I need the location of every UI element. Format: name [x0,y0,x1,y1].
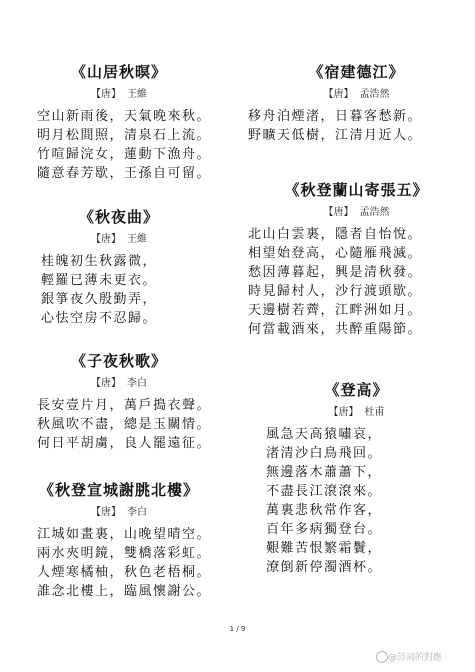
poem-qiuyequ [0,207,238,328]
poem-dynasty: 【唐】 [91,507,121,518]
poem-line: 渚清沙白鳥飛回。 [266,446,383,461]
poem-author-name: 李白 [127,507,147,518]
poem-line: 何當載酒來，共醉重陽節。 [248,322,423,337]
poem-title: 《宿建德江》 [308,63,405,81]
poem-line: 移舟泊煙渚，日暮客愁新。 [248,109,423,124]
poem-line: 潦倒新停濁酒杯。 [266,560,383,575]
poem-line: 野曠天低樹，江清月近人。 [248,128,423,143]
poem-dynasty: 【唐】 [91,234,121,245]
poem-line: 竹喧歸浣女，蓮動下漁舟。 [37,147,212,162]
poem-line: 無邊落木蕭蕭下， [266,465,383,480]
poem-author [238,206,475,220]
poem-line: 隨意春芳歇，王孫自可留。 [37,166,212,181]
poem-line: 長安壹片月，萬戶搗衣聲。 [37,398,212,413]
poem-author [0,88,238,102]
poem-line: 心怯空房不忍歸。 [41,311,158,326]
poem-line: 不盡長江滾滾來。 [266,484,383,499]
poem-author-name: 孟浩然 [359,89,390,100]
poem-title: 《秋登宣城謝朓北樓》 [38,481,199,499]
poem-line: 艱難苦恨繁霜鬢， [266,541,383,556]
poem-line: 愁因薄暮起，興是清秋發。 [248,265,423,280]
poem-qiudeng-lanshan [238,180,475,339]
poem-line: 萬裏悲秋常作客， [266,503,383,518]
poem-denggao [238,380,475,577]
poem-line: 銀箏夜久殷勤弄， [41,292,158,307]
poem-author [0,377,238,391]
poem-author-name: 杜甫 [364,407,385,418]
poem-line: 兩水夾明鏡，雙橋落彩虹。 [37,546,212,561]
poem-line: 時見歸村人，沙行渡頭歇。 [248,284,423,299]
poem-line: 誰念北樓上，臨風懷謝公。 [37,584,212,599]
poem-title: 《子夜秋歌》 [70,352,167,370]
poem-author [0,233,238,247]
poem-line: 明月松間照，清泉石上流。 [37,128,212,143]
poem-dynasty: 【唐】 [91,378,121,389]
poem-dynasty: 【唐】 [328,407,359,418]
poem-author [0,506,238,520]
poem-title: 《秋夜曲》 [78,208,159,226]
poem-line: 相望始登高，心隨雁飛滅。 [248,246,423,261]
poem-line: 百年多病獨登台。 [266,522,383,537]
poem-dynasty: 【唐】 [323,89,354,100]
poem-author [238,88,475,102]
page-number: 1 / 9 [229,625,246,633]
poem-qiudeng-xuancheng [0,480,238,601]
poem-line: 何日平胡虜，良人罷遠征。 [37,436,212,451]
poem-author-name: 王維 [127,89,147,100]
poem-line: 輕羅已薄未更衣。 [41,273,158,288]
watermark: @詩詞的對應 [388,653,443,663]
poem-dynasty: 【唐】 [91,89,121,100]
poem-line: 桂魄初生秋露微， [41,254,158,269]
poem-author [238,406,475,420]
poem-line: 風急天高猿嘯哀， [266,427,383,442]
poem-line: 江城如畫裏，山晚望晴空。 [37,527,212,542]
poem-ziye-qiuge [0,351,238,453]
poem-su-jiandejiang [238,62,475,145]
poem-author-name: 孟浩然 [359,207,390,218]
poem-line: 天邊樹若薺，江畔洲如月。 [248,303,423,318]
poem-line: 北山白雲裏，隱者自怡悅。 [248,227,423,242]
poem-author-name: 李白 [127,378,147,389]
poem-line: 空山新雨後，天氣晚來秋。 [37,109,212,124]
poem-title: 《秋登蘭山寄張五》 [284,181,429,199]
poem-shanju-qiuming [0,62,238,183]
poem-dynasty: 【唐】 [323,207,354,218]
poem-line: 秋風吹不盡，總是玉關情。 [37,417,212,432]
poem-title: 《山居秋暝》 [70,63,167,81]
poem-line: 人煙寒橘柚，秋色老梧桐。 [37,565,212,580]
weibo-icon [376,651,388,663]
poem-title: 《登高》 [324,381,389,399]
poem-author-name: 王維 [127,234,147,245]
